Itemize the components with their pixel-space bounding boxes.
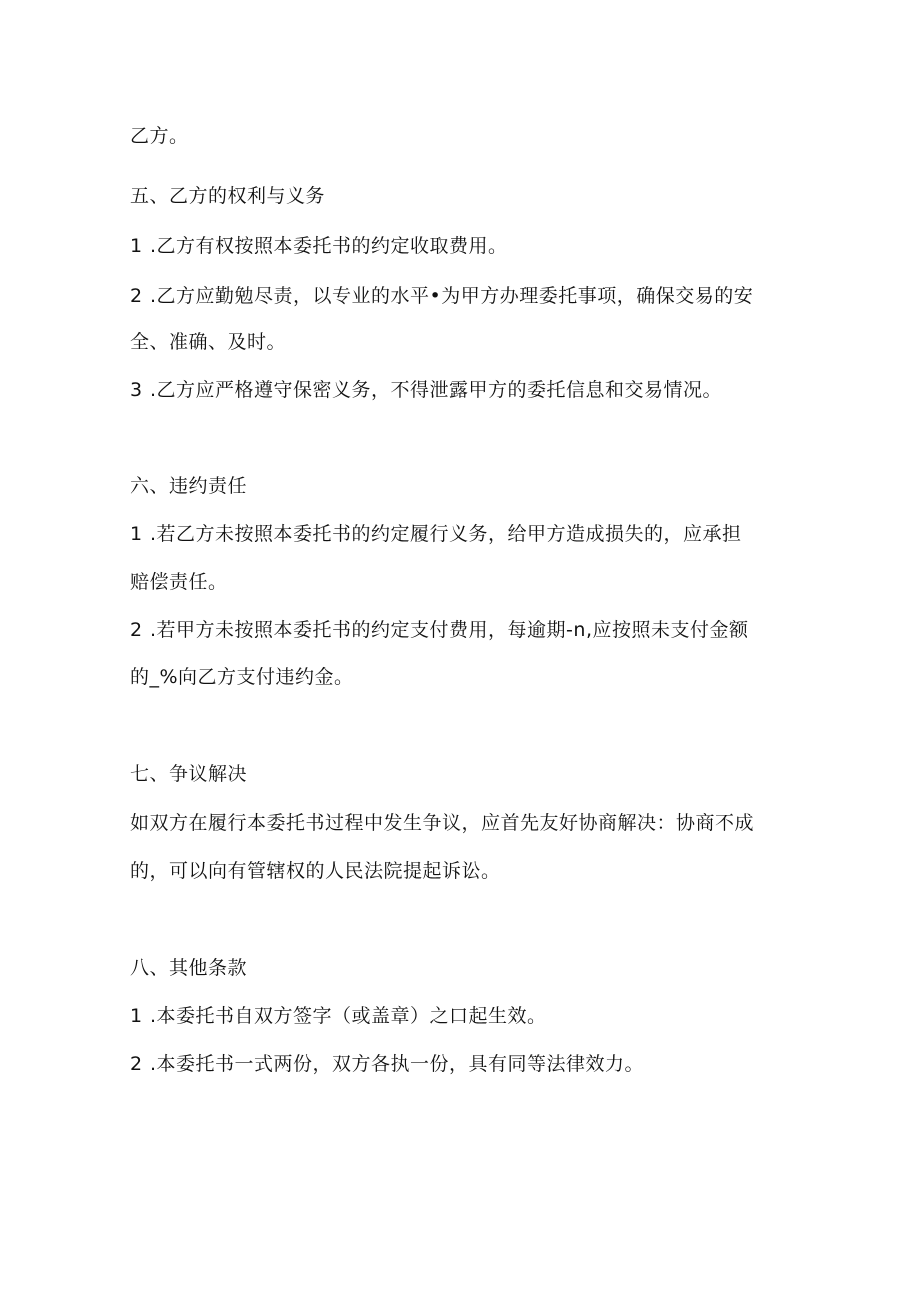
item-text: .本委托书自双方签字（或盖章）之口起生效。 — [150, 1005, 547, 1027]
section-6-item-1-continuation: 赔偿责任。 — [130, 571, 228, 593]
section-6-item-2-continuation: 的_%向乙方支付违约金。 — [130, 666, 354, 688]
item-text: .本委托书一式两份，双方各执一份，具有同等法律效力。 — [150, 1053, 645, 1075]
section-5-item-1 — [130, 234, 508, 258]
item-text: .乙方有权按照本委托书的约定收取费用。 — [150, 235, 508, 257]
item-number: 1 — [130, 1005, 143, 1027]
section-6-item-2 — [130, 618, 748, 642]
item-text: .若甲方未按照本委托书的约定支付费用，每逾期-n,应按照未支付金额 — [150, 619, 749, 641]
item-number: 1 — [130, 235, 143, 257]
item-text: .乙方应勤勉尽责，以专业的水平•为甲方办理委托事项，确保交易的安 — [150, 285, 754, 307]
section-5-item-3 — [130, 378, 722, 402]
item-number: 2 — [130, 1053, 143, 1075]
section-5-heading: 五、乙方的权利与义务 — [130, 185, 326, 207]
item-number: 2 — [130, 619, 143, 641]
section-8-heading: 八、其他条款 — [130, 957, 248, 979]
section-8-item-1 — [130, 1004, 547, 1028]
item-number: 3 — [130, 379, 143, 401]
section-7-heading: 七、争议解决 — [130, 763, 248, 785]
item-text: .若乙方未按照本委托书的约定履行义务，给甲方造成损失的，应承担 — [150, 523, 742, 545]
section-5-item-2 — [130, 284, 753, 308]
item-number: 1 — [130, 523, 143, 545]
section-6-item-1 — [130, 522, 742, 546]
section-6-heading: 六、违约责任 — [130, 475, 248, 497]
section-7-paragraph-line-1: 如双方在履行本委托书过程中发生争议，应首先友好协商解决：协商不成 — [130, 812, 755, 834]
section-5-item-2-continuation: 全、准确、及时。 — [130, 331, 287, 353]
section-7-paragraph-line-2: 的，可以向有管辖权的人民法院提起诉讼。 — [130, 860, 501, 882]
carry-over-text: 乙方。 — [130, 125, 189, 147]
item-number: 2 — [130, 285, 143, 307]
item-text: .乙方应严格遵守保密义务，不得泄露甲方的委托信息和交易情况。 — [150, 379, 723, 401]
section-8-item-2 — [130, 1052, 644, 1076]
